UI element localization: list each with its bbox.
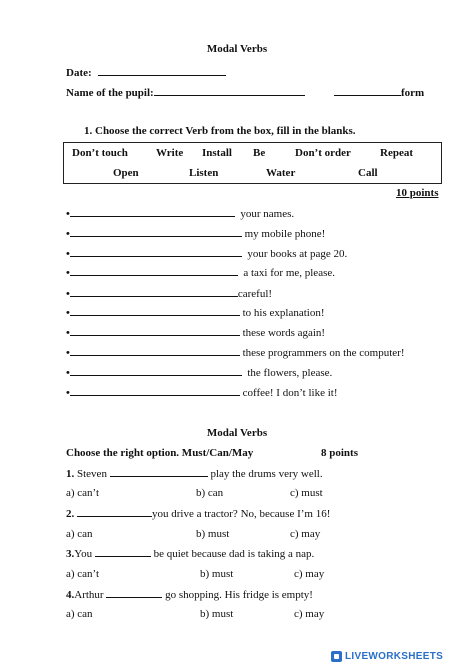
list-item: • your names. [66, 208, 295, 220]
list-item: • these programmers on the computer! [66, 347, 405, 359]
points-2: 8 points [321, 447, 358, 459]
verb-option: Write [156, 147, 184, 159]
answer-field[interactable] [70, 366, 242, 376]
list-item: • coffee! I don’t like it! [66, 387, 338, 399]
verb-option: Don’t touch [72, 147, 128, 159]
option-b[interactable]: b) can [196, 487, 224, 499]
question-1: 1. Steven play the drums very well. [66, 468, 323, 480]
verb-option: Water [266, 167, 296, 179]
verb-box [63, 142, 442, 184]
form-label: form [401, 87, 425, 99]
answer-field[interactable] [77, 507, 152, 517]
option-a[interactable]: a) can [66, 608, 93, 620]
question-2: 2. you drive a tractor? No, because I’m 16! [66, 508, 331, 520]
question-3: 3.You be quiet because dad is taking a nap. [66, 548, 315, 560]
liveworksheets-logo-icon [331, 651, 342, 662]
answer-field[interactable] [110, 467, 208, 477]
option-c[interactable]: c) must [290, 487, 323, 499]
option-b[interactable]: b) must [196, 528, 230, 540]
answer-field[interactable] [70, 227, 242, 237]
list-item: • these words again! [66, 327, 326, 339]
answer-field[interactable] [106, 588, 162, 598]
verb-option: Repeat [380, 147, 413, 159]
answer-field[interactable] [70, 287, 238, 297]
list-item: • to his explanation! [66, 307, 325, 319]
answer-field[interactable] [70, 207, 235, 217]
verb-option: Open [113, 167, 139, 179]
answer-field[interactable] [95, 547, 151, 557]
list-item: • the flowers, please. [66, 367, 333, 379]
page-title: Modal Verbs [206, 43, 268, 55]
points-1: 10 points [396, 187, 439, 199]
section-2-title: Modal Verbs [206, 427, 268, 439]
answer-field[interactable] [70, 386, 240, 396]
option-a[interactable]: a) can [66, 528, 93, 540]
list-item: • my mobile phone! [66, 228, 326, 240]
answer-field[interactable] [70, 346, 240, 356]
answer-field[interactable] [70, 306, 240, 316]
footer-logo[interactable] [331, 651, 443, 662]
pupil-row [66, 86, 305, 99]
instruction-1: 1. Choose the correct Verb from the box, fill in the blanks. [84, 125, 356, 137]
date-label: Date: [66, 67, 92, 79]
answer-field[interactable] [70, 326, 240, 336]
option-b[interactable]: b) must [200, 568, 234, 580]
date-row [66, 66, 226, 79]
option-a[interactable]: a) can’t [66, 487, 100, 499]
footer-brand: LIVEWORKSHEETS [345, 651, 444, 662]
date-field[interactable] [98, 66, 226, 76]
verb-option: Be [253, 147, 266, 159]
instruction-2: Choose the right option. Must/Can/May [66, 447, 254, 459]
pupil-label: Name of the pupil: [66, 87, 154, 99]
form-row [334, 86, 424, 99]
option-b[interactable]: b) must [200, 608, 234, 620]
option-c[interactable]: c) may [294, 568, 325, 580]
verb-option: Install [202, 147, 232, 159]
verb-option: Don’t order [295, 147, 351, 159]
form-field[interactable] [334, 86, 401, 96]
question-4: 4.Arthur go shopping. His fridge is empty! [66, 589, 313, 601]
list-item: • your books at page 20. [66, 248, 348, 260]
list-item: • careful! [66, 288, 273, 300]
verb-option: Listen [189, 167, 219, 179]
answer-field[interactable] [70, 266, 238, 276]
verb-option: Call [358, 167, 378, 179]
answer-field[interactable] [70, 247, 242, 257]
option-a[interactable]: a) can’t [66, 568, 100, 580]
list-item: • a taxi for me, please. [66, 267, 335, 279]
option-c[interactable]: c) may [290, 528, 321, 540]
pupil-name-field[interactable] [154, 86, 305, 96]
option-c[interactable]: c) may [294, 608, 325, 620]
